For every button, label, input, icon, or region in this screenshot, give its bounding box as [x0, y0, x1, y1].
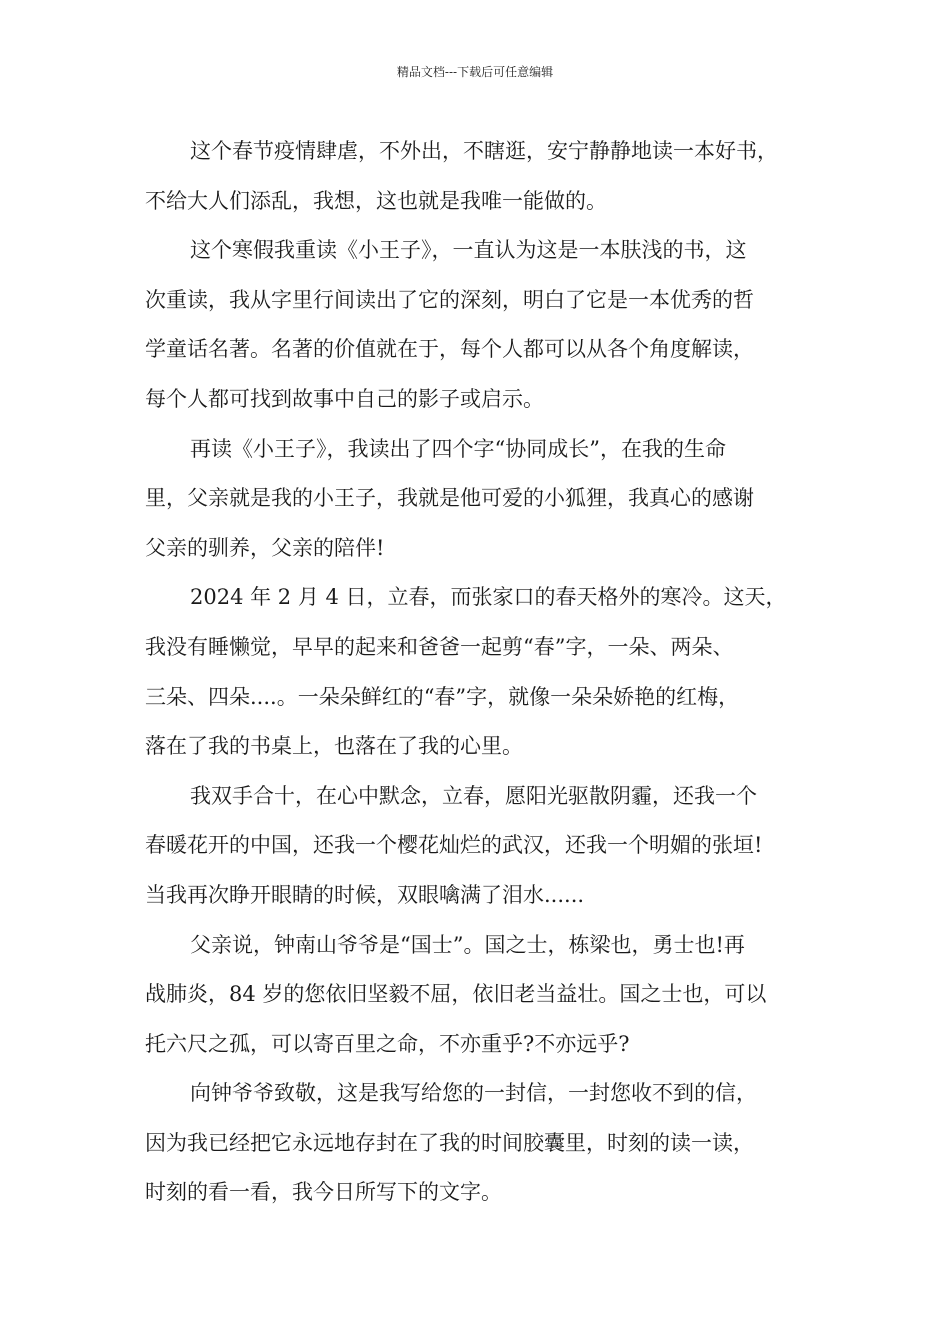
paragraph-line: 这个寒假我重读《小王子》，一直认为这是一本肤浅的书，这 — [190, 238, 747, 263]
paragraph-line: 这个春节疫情肆虐，不外出，不瞎逛，安宁静静地读一本好书， — [190, 139, 778, 163]
paragraph-line: 次重读，我从字里行间读出了它的深刻，明白了它是一本优秀的哲 — [145, 287, 754, 312]
paragraph-line: 落在了我的书桌上，也落在了我的心里。 — [145, 734, 523, 759]
paragraph-3 — [145, 425, 825, 574]
paragraph-line: 我没有睡懒觉，早早的起来和爸爸一起剪“春”字，一朵、两朵、 — [145, 634, 734, 659]
paragraph-line: 2024 年 2 月 4 日，立春，而张家口的春天格外的寒冷。这天， — [190, 585, 787, 610]
paragraph-line: 战肺炎，84 岁的您依旧坚毅不屈，依旧老当益壮。国之士也，可以 — [145, 982, 767, 1007]
paragraph-5 — [145, 772, 825, 921]
page-header: 精品文档---下载后可任意编辑 — [396, 65, 554, 79]
paragraph-1 — [145, 127, 825, 226]
paragraph-line: 因为我已经把它永远地存封在了我的时间胶囊里，时刻的读一读， — [145, 1130, 754, 1155]
document-body — [145, 127, 825, 1218]
paragraph-line: 父亲说，钟南山爷爷是“国士”。国之士，栋梁也，勇士也!再 — [190, 932, 745, 957]
paragraph-line: 父亲的驯养，父亲的陪伴! — [145, 535, 385, 560]
paragraph-6 — [145, 921, 825, 1070]
paragraph-line: 春暖花开的中国，还我一个樱花灿烂的武汉，还我一个明媚的张垣! — [145, 833, 763, 858]
paragraph-2 — [145, 226, 825, 424]
paragraph-line: 当我再次睁开眼睛的时候，双眼噙满了泪水...... — [145, 882, 585, 907]
paragraph-4 — [145, 573, 825, 771]
paragraph-line: 我双手合十，在心中默念，立春，愿阳光驱散阴霾，还我一个 — [190, 783, 757, 808]
paragraph-line: 每个人都可找到故事中自己的影子或启示。 — [145, 386, 544, 411]
paragraph-line: 学童话名著。名著的价值就在于，每个人都可以从各个角度解读， — [145, 337, 754, 362]
paragraph-line: 时刻的看一看，我今日所写下的文字。 — [145, 1180, 502, 1205]
paragraph-line: 托六尺之孤，可以寄百里之命，不亦重乎?不亦远乎? — [145, 1031, 630, 1056]
paragraph-line: 里，父亲就是我的小王子，我就是他可爱的小狐狸，我真心的感谢 — [145, 486, 754, 511]
paragraph-line: 再读《小王子》，我读出了四个字“协同成长”，在我的生命 — [190, 436, 726, 461]
paragraph-line: 向钟爷爷致敬，这是我写给您的一封信，一封您收不到的信， — [190, 1081, 757, 1106]
paragraph-line: 不给大人们添乱，我想，这也就是我唯一能做的。 — [145, 188, 607, 213]
paragraph-7 — [145, 1069, 825, 1218]
paragraph-line: 三朵、四朵....。一朵朵鲜红的“春”字，就像一朵朵娇艳的红梅， — [145, 684, 740, 709]
